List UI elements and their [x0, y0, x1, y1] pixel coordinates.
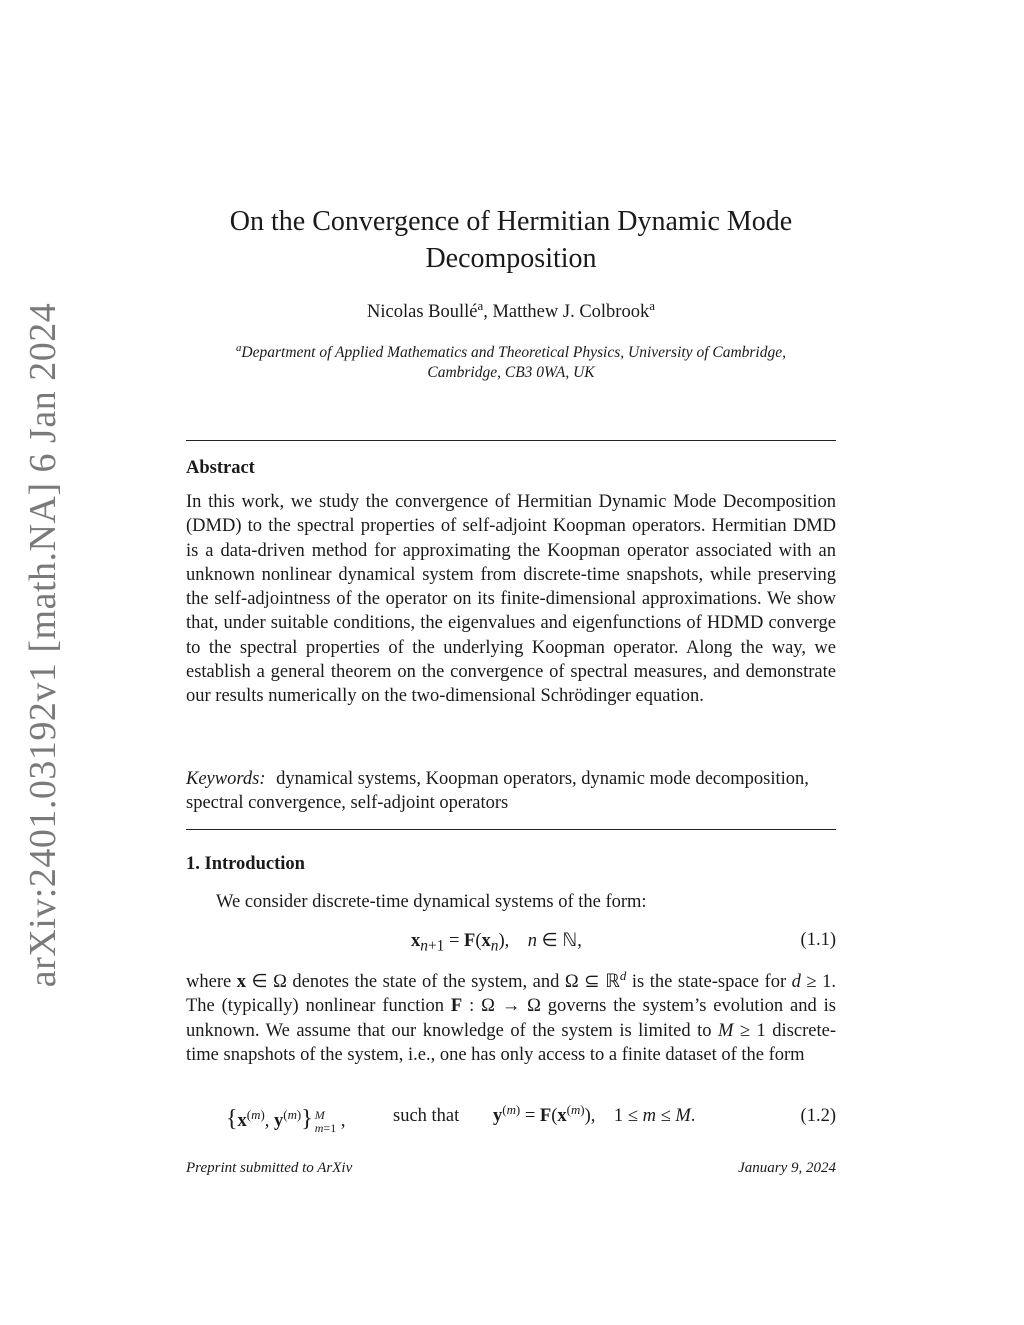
author-affiliation-mark: a [649, 297, 655, 313]
author-name: Matthew J. Colbrook [492, 302, 650, 322]
footer-preprint-note: Preprint submitted to ArXiv [186, 1160, 353, 1176]
equation-number: (1.2) [800, 1106, 836, 1126]
affiliation-text: Department of Applied Mathematics and Theoretical Physics, University of Cambridge, Cambridge, CB3 0WA, UK [241, 344, 786, 381]
section-heading-introduction: 1. Introduction [186, 854, 305, 874]
equation-such-that: such that [393, 1106, 460, 1126]
equation-1-1-body: $x_{n+1} = F(x_n)$, n ∈ ℕ, [411, 931, 582, 955]
abstract-heading: Abstract [186, 458, 255, 478]
equation-1-1 [186, 930, 836, 956]
equation-1-2-body: {$x^{(m)}$, $y^{(m)}$} M m=1 , [226, 1106, 346, 1135]
author-list [186, 297, 836, 323]
intro-paragraph-1: We consider discrete-time dynamical systems of the form: [216, 892, 647, 912]
equation-1-2 [186, 1101, 836, 1135]
author-name: Nicolas Boullé [367, 302, 478, 322]
arxiv-identifier: arXiv:2401.03192v1 [math.NA] 6 Jan 2024 [22, 302, 64, 988]
keywords-text: dynamical systems, Koopman operators, dynamic mode decomposition, spectral convergence, self-adjoint operators [186, 769, 809, 814]
keywords [186, 767, 836, 816]
paper-title: On the Convergence of Hermitian Dynamic Mode Decomposition [229, 206, 793, 274]
keywords-label: Keywords: [186, 769, 266, 789]
equation-1-2-condition: $y^{(m)} = F(x^{(m)})$, 1 ≤ m ≤ M. [493, 1101, 696, 1126]
intro-paragraph-2: where x ∈ Ω denotes the state of the system, and Ω ⊆ ℝ$^d$ is the state-space for d ≥ 1. The (typically) nonlinear function F : Ω → Ω governs the system’s evolution and is unknown. We assume that our knowledge of the system is limited to M ≥ 1 discrete-time snapshots of the system, i.e., one has only access to a finite dataset of the form [186, 967, 836, 1065]
abstract-body: In this work, we study the convergence of Hermitian Dynamic Mode Decomposition (DMD) to the spectral properties of self-adjoint Koopman operators. Hermitian DMD is a data-driven method for approximating the Koopman operator associated with an unknown nonlinear dynamical system from discrete-time snapshots, while preserving the self-adjointness of the operator on its finite-dimensional approximations. We show that, under suitable conditions, the eigenvalues and eigenfunctions of HDMD converge to the spectral properties of the underlying Koopman operator. Along the way, we establish a general theorem on the convergence of spectral measures, and demonstrate our results numerically on the two-dimensional Schrödinger equation. [186, 492, 836, 707]
abstract-top-rule [186, 440, 836, 441]
abstract-bottom-rule [186, 829, 836, 830]
affiliation [226, 343, 796, 383]
equation-number: (1.1) [800, 930, 836, 950]
arxiv-stamp [18, 302, 68, 988]
author-affiliation-mark: a [477, 297, 484, 313]
affiliation-mark: a [236, 341, 242, 354]
author-separator: , [483, 302, 493, 322]
footer-date: January 9, 2024 [738, 1160, 836, 1176]
